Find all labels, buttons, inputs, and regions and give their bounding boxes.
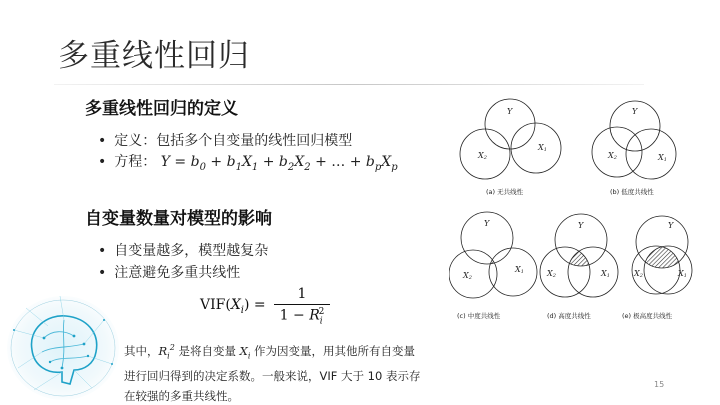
venn-diagram-no-collinearity	[452, 92, 570, 202]
venn-caption-c: (c) 中度共线性	[457, 312, 501, 320]
bullet-definition	[98, 130, 352, 150]
svg-text:X2: X2	[608, 151, 617, 161]
note-xi: $X_i$	[239, 343, 251, 361]
svg-text:X1: X1	[601, 269, 610, 279]
section-heading-influence: 自变量数量对模型的影响	[85, 209, 272, 229]
svg-text:X1: X1	[515, 265, 524, 275]
bullet-multicollinearity	[98, 262, 240, 282]
bullet-complexity	[98, 240, 268, 260]
svg-text:Y: Y	[578, 221, 584, 230]
svg-text:Y: Y	[507, 107, 513, 116]
vif-fraction: $\frac{1}{1 - R_i^2}$	[274, 286, 331, 326]
bullet-complexity-text: 自变量越多，模型越复杂	[114, 243, 269, 259]
bullet-dot: •	[98, 265, 107, 281]
svg-text:Y: Y	[484, 219, 490, 228]
svg-text:X2: X2	[634, 269, 643, 279]
brain-network-image	[4, 290, 122, 402]
svg-text:X2: X2	[478, 151, 487, 161]
note-r-squared: $R_i^2$	[158, 343, 175, 361]
venn-caption-b: (b) 低度共线性	[610, 188, 654, 196]
svg-text:X2: X2	[547, 269, 556, 279]
svg-text:X1: X1	[678, 269, 687, 279]
venn-diagram-very-high-collinearity	[616, 208, 716, 323]
bullet-multicollinearity-text: 注意避免多重共线性	[114, 265, 241, 281]
svg-text:X1: X1	[538, 143, 547, 153]
bullet-dot: •	[98, 243, 107, 259]
bullet-equation-label: 方程：	[114, 154, 157, 170]
note-text-1: 其中，	[124, 343, 159, 358]
note-text-3: 作为因变量，用其他所有自变量进行回归得到的决定系数。一般来说，VIF 大于 10 表示存在较强的多重共线性。	[124, 343, 421, 404]
slide-title: 多重线性回归	[58, 38, 250, 74]
svg-text:X2: X2	[463, 271, 472, 281]
venn-diagram-low-collinearity	[580, 92, 698, 202]
bullet-dot: •	[98, 154, 107, 170]
vif-formula: $VIF(X_i)$ = $\frac{1}{1 - R_i^2}$	[200, 286, 330, 326]
section-heading-definition: 多重线性回归的定义	[85, 99, 238, 119]
bullet-equation	[98, 151, 398, 173]
svg-text:Y: Y	[632, 107, 638, 116]
venn-caption-a: (a) 无共线性	[486, 188, 524, 196]
title-divider	[54, 84, 644, 85]
page-number: 15	[654, 380, 665, 389]
vif-explanation	[124, 338, 424, 405]
note-text-2: 是将自变量	[174, 343, 240, 358]
bullet-definition-text: 定义：包括多个自变量的线性回归模型	[114, 133, 353, 149]
regression-equation: $Y = b_0 + b_1X_1 + b_2X_2$ + … + $b_pX_p$	[160, 154, 398, 173]
svg-text:X1: X1	[658, 153, 667, 163]
svg-text:Y: Y	[668, 221, 674, 230]
venn-caption-d: (d) 高度共线性	[547, 312, 591, 320]
bullet-dot: •	[98, 133, 107, 149]
venn-caption-e: (e) 极高度共线性	[622, 312, 673, 320]
